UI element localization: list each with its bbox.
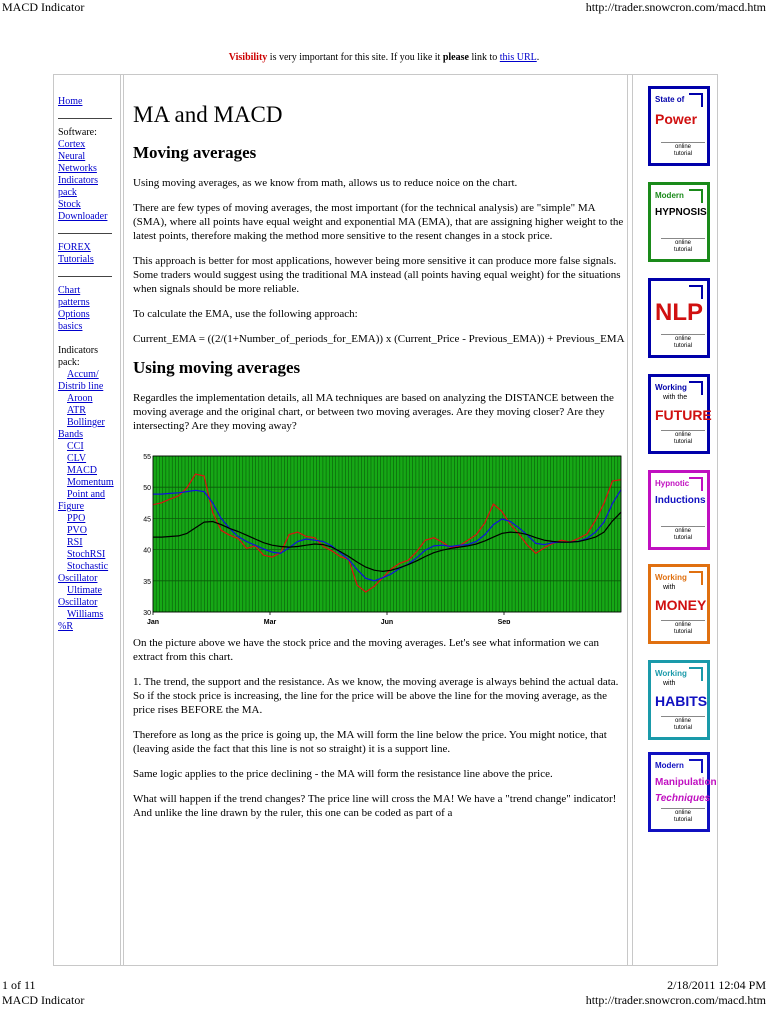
ad-footer — [661, 526, 705, 542]
ad-corner-mark — [689, 189, 703, 203]
y-tick-label: 40 — [143, 547, 151, 555]
ad-footer-tutorial: tutorial — [673, 725, 692, 731]
paragraph: Therefore as long as the price is going up, the MA will form the line below the price. You might notice, that (leaving aside the fact that this line is not so straight) it is a support line. — [133, 729, 607, 755]
sidebar-indicator-link[interactable]: Aroon — [67, 393, 93, 404]
sidebar-indicator-link[interactable]: PPO — [67, 513, 86, 524]
ad-line-1: Hypnotic — [655, 479, 690, 488]
ad-line-1: Working — [655, 669, 687, 678]
tutorial-ad-banner[interactable] — [648, 182, 710, 262]
tutorial-ad-banner[interactable] — [648, 752, 717, 832]
sidebar-link-options[interactable]: Options — [58, 309, 90, 320]
x-tick-label: Sep — [497, 619, 511, 624]
sidebar-link-downloader[interactable]: Downloader — [58, 211, 108, 222]
ad-footer-tutorial: tutorial — [673, 247, 692, 253]
visibility-word: Visibility — [228, 52, 268, 63]
sidebar-link-neural[interactable]: Neural — [58, 151, 86, 162]
paragraph: Using moving averages, as we know from math, allows us to reduce noice on the chart. — [133, 177, 518, 189]
ad-footer-tutorial: tutorial — [673, 151, 692, 157]
ad-line-1: Modern — [655, 761, 684, 770]
x-tick-label: Mar — [263, 619, 277, 624]
footer-title: MACD Indicator — [2, 993, 85, 1007]
ad-footer — [661, 716, 705, 732]
print-header — [0, 0, 768, 16]
chart-svg — [133, 444, 631, 624]
ad-corner-mark — [689, 667, 703, 681]
y-tick-label: 50 — [143, 485, 151, 493]
ad-footer-online: online — [674, 432, 691, 438]
ad-corner-mark — [689, 477, 703, 491]
sidebar-link-home[interactable]: Home — [58, 96, 83, 107]
ad-footer-online: online — [674, 336, 691, 342]
ad-footer-online: online — [674, 240, 691, 246]
sidebar-link-pack[interactable]: pack — [58, 187, 77, 198]
ad-line-2: NLP — [655, 299, 703, 326]
ad-footer — [661, 808, 705, 824]
ad-footer — [661, 142, 705, 158]
sidebar-indicator-link[interactable]: RSI — [67, 537, 83, 548]
ad-corner-mark — [689, 759, 703, 773]
ad-line-1: Working — [655, 573, 687, 582]
notice-end: . — [536, 52, 540, 63]
sidebar-indicator-link[interactable]: Williams — [67, 609, 104, 620]
tutorial-ad-banner[interactable] — [648, 278, 710, 358]
visibility-notice — [0, 52, 768, 63]
ad-footer-tutorial: tutorial — [673, 629, 692, 635]
ad-footer-tutorial: tutorial — [673, 439, 692, 445]
sidebar-indicator-link[interactable]: %R — [58, 621, 73, 632]
tutorial-ad-banner[interactable] — [648, 86, 710, 166]
sidebar-link-basics[interactable]: basics — [58, 321, 83, 332]
ad-line-2: FUTURE — [655, 407, 712, 423]
sidebar-indicator-link[interactable]: ATR — [67, 405, 86, 416]
sidebar-indicator-link[interactable]: Bands — [58, 429, 83, 440]
ad-footer — [661, 334, 705, 350]
ad-line-2: MONEY — [655, 597, 707, 613]
paragraph: Same logic applies to the price declining - the MA will form the resistance line above the price. — [133, 768, 553, 780]
ad-line-2: HABITS — [655, 693, 708, 709]
main-content — [133, 100, 631, 831]
sidebar-indicator-link[interactable]: MACD — [67, 465, 98, 476]
x-tick-label: Jun — [380, 619, 394, 624]
left-separator — [120, 75, 124, 965]
sidebar-indicator-link[interactable]: PVO — [67, 525, 88, 536]
indicators-label: Indicators — [58, 345, 98, 356]
sidebar-indicator-link[interactable]: Point and — [67, 489, 106, 500]
ad-line-2: Power — [655, 111, 698, 127]
header-title: MACD Indicator — [2, 0, 85, 14]
indicator-links — [58, 369, 120, 633]
sidebar-indicator-link[interactable]: CLV — [67, 453, 87, 464]
sidebar-indicator-link[interactable]: Accum/ — [67, 369, 99, 380]
notice-text-2: link to — [468, 52, 500, 63]
x-tick-label: Jan — [146, 619, 160, 624]
ad-corner-mark — [689, 285, 703, 299]
sidebar-indicator-link[interactable]: Distrib line — [58, 381, 104, 392]
footer-url: http://trader.snowcron.com/macd.htm — [585, 993, 766, 1007]
ad-line-1: Working — [655, 383, 687, 392]
tutorial-ad-banner[interactable] — [648, 374, 710, 454]
sidebar-indicator-link[interactable]: Bollinger — [67, 417, 105, 428]
ad-line-mid: with — [663, 680, 676, 687]
ad-line-2: HYPNOSIS — [655, 207, 707, 218]
y-tick-label: 30 — [143, 610, 151, 617]
paragraph: This approach is better for most applications, however being more sensitive it can produce more false signals. Some traders would suggest using the traditional MA instead (all points having equal weight) for the situations when signals should be more reliable. — [133, 255, 621, 295]
paragraph: On the picture above we have the stock price and the moving averages. Let's see what information we can extract from this chart. — [133, 637, 599, 663]
ad-line-1: Modern — [655, 191, 684, 200]
header-url: http://trader.snowcron.com/macd.htm — [585, 0, 766, 14]
ad-line-mid: with the — [663, 394, 688, 401]
sidebar-link-tutorials[interactable]: Tutorials — [58, 254, 94, 265]
ad-footer — [661, 430, 705, 446]
ad-footer-online: online — [674, 144, 691, 150]
y-tick-label: 35 — [143, 578, 151, 586]
sidebar-indicator-link[interactable]: Stochastic — [67, 561, 109, 572]
ema-formula: Current_EMA = ((2/(1+Number_of_periods_for_EMA)) x (Current_Price - Previous_EMA)) + Previous_EMA — [133, 333, 625, 345]
ad-line-1: State of — [655, 95, 685, 104]
sidebar-divider — [58, 118, 112, 119]
sidebar-indicator-link[interactable]: Oscillator — [58, 573, 98, 584]
ad-line-3: Techniques — [655, 793, 711, 804]
ad-line-2: Inductions — [655, 495, 706, 506]
heading-moving-averages: Moving averages — [133, 143, 257, 162]
notice-please: please — [442, 52, 469, 63]
ad-footer-online: online — [674, 718, 691, 724]
paragraph: To calculate the EMA, use the following approach: — [133, 308, 358, 320]
sidebar-link-stock[interactable]: Stock — [58, 199, 81, 210]
heading-using-moving-averages: Using moving averages — [133, 358, 301, 377]
sidebar-divider — [58, 233, 112, 234]
sidebar-indicator-link[interactable]: StochRSI — [67, 549, 106, 560]
ad-footer — [661, 238, 705, 254]
sidebar-link-forex[interactable]: FOREX — [58, 242, 91, 253]
ad-line-mid: with — [663, 584, 676, 591]
sidebar-link-networks[interactable]: Networks — [58, 163, 97, 174]
sidebar-indicator-link[interactable]: Momentum — [67, 477, 114, 488]
y-tick-label: 45 — [143, 516, 151, 524]
tutorial-ad-banner[interactable] — [648, 564, 710, 644]
paragraph: Regardles the implementation details, all MA techniques are based on analyzing the DISTANCE between the moving average and the original chart, or between two moving averages. Are they moving closer? Are they intersecting? Are they moving away? — [133, 392, 614, 432]
sidebar-indicator-link[interactable]: CCI — [67, 441, 84, 452]
sidebar-indicator-link[interactable]: Ultimate — [67, 585, 102, 596]
tutorial-ad-banner[interactable] — [648, 660, 710, 740]
ad-line-2: Manipulation — [655, 777, 717, 788]
sidebar-divider — [58, 276, 112, 277]
ad-footer-tutorial: tutorial — [673, 343, 692, 349]
sidebar-link-patterns[interactable]: patterns — [58, 297, 90, 308]
y-tick-label: 55 — [143, 454, 151, 461]
ad-footer-tutorial: tutorial — [673, 535, 692, 541]
ad-footer-online: online — [674, 528, 691, 534]
sidebar-link-chart[interactable]: Chart — [58, 285, 81, 296]
ad-corner-mark — [689, 93, 703, 107]
indicators-label-2: pack: — [58, 357, 80, 368]
this-url-link[interactable]: this URL — [499, 52, 537, 63]
footer-date: 2/18/2011 12:04 PM — [667, 978, 766, 992]
sidebar-nav — [58, 96, 120, 633]
price-ma-chart — [133, 444, 631, 624]
ad-corner-mark — [689, 571, 703, 585]
paragraph: 1. The trend, the support and the resistance. As we know, the moving average is always behind the actual data. So if the stock price is increasing, the line for the price will be above the line for the moving average, as the price rises BEFORE the MA. — [133, 676, 619, 716]
ad-corner-mark — [689, 381, 703, 395]
paragraph: There are few types of moving averages, the most important (for the technical analysis) are "simple" MA (SMA), where all points have equal weight and exponential MA (EMA), that are assigning higher weight to the latest points, therefore making the method more sensitive to the resent changes in a stock price. — [133, 202, 624, 242]
sidebar-indicator-link[interactable]: Oscillator — [58, 597, 98, 608]
sidebar-indicator-link[interactable]: Figure — [58, 501, 85, 512]
tutorial-ad-banner[interactable] — [648, 470, 710, 550]
ad-footer-tutorial: tutorial — [673, 817, 692, 823]
ad-footer-online: online — [674, 622, 691, 628]
notice-text-1: is very important for this site. If you like it — [267, 52, 443, 63]
footer-pages: 1 of 11 — [2, 978, 36, 992]
ad-footer-online: online — [674, 810, 691, 816]
ad-footer — [661, 620, 705, 636]
page-title: MA and MACD — [133, 102, 283, 127]
sidebar-link-cortex[interactable]: Cortex — [58, 139, 86, 150]
sidebar-link-indicators[interactable]: Indicators — [58, 175, 98, 186]
software-label: Software: — [58, 127, 97, 138]
paragraph: What will happen if the trend changes? The price line will cross the MA! We have a "trend change" indicator! And unlike the line drawn by the ruler, this one can be coded as part of a — [133, 793, 617, 819]
